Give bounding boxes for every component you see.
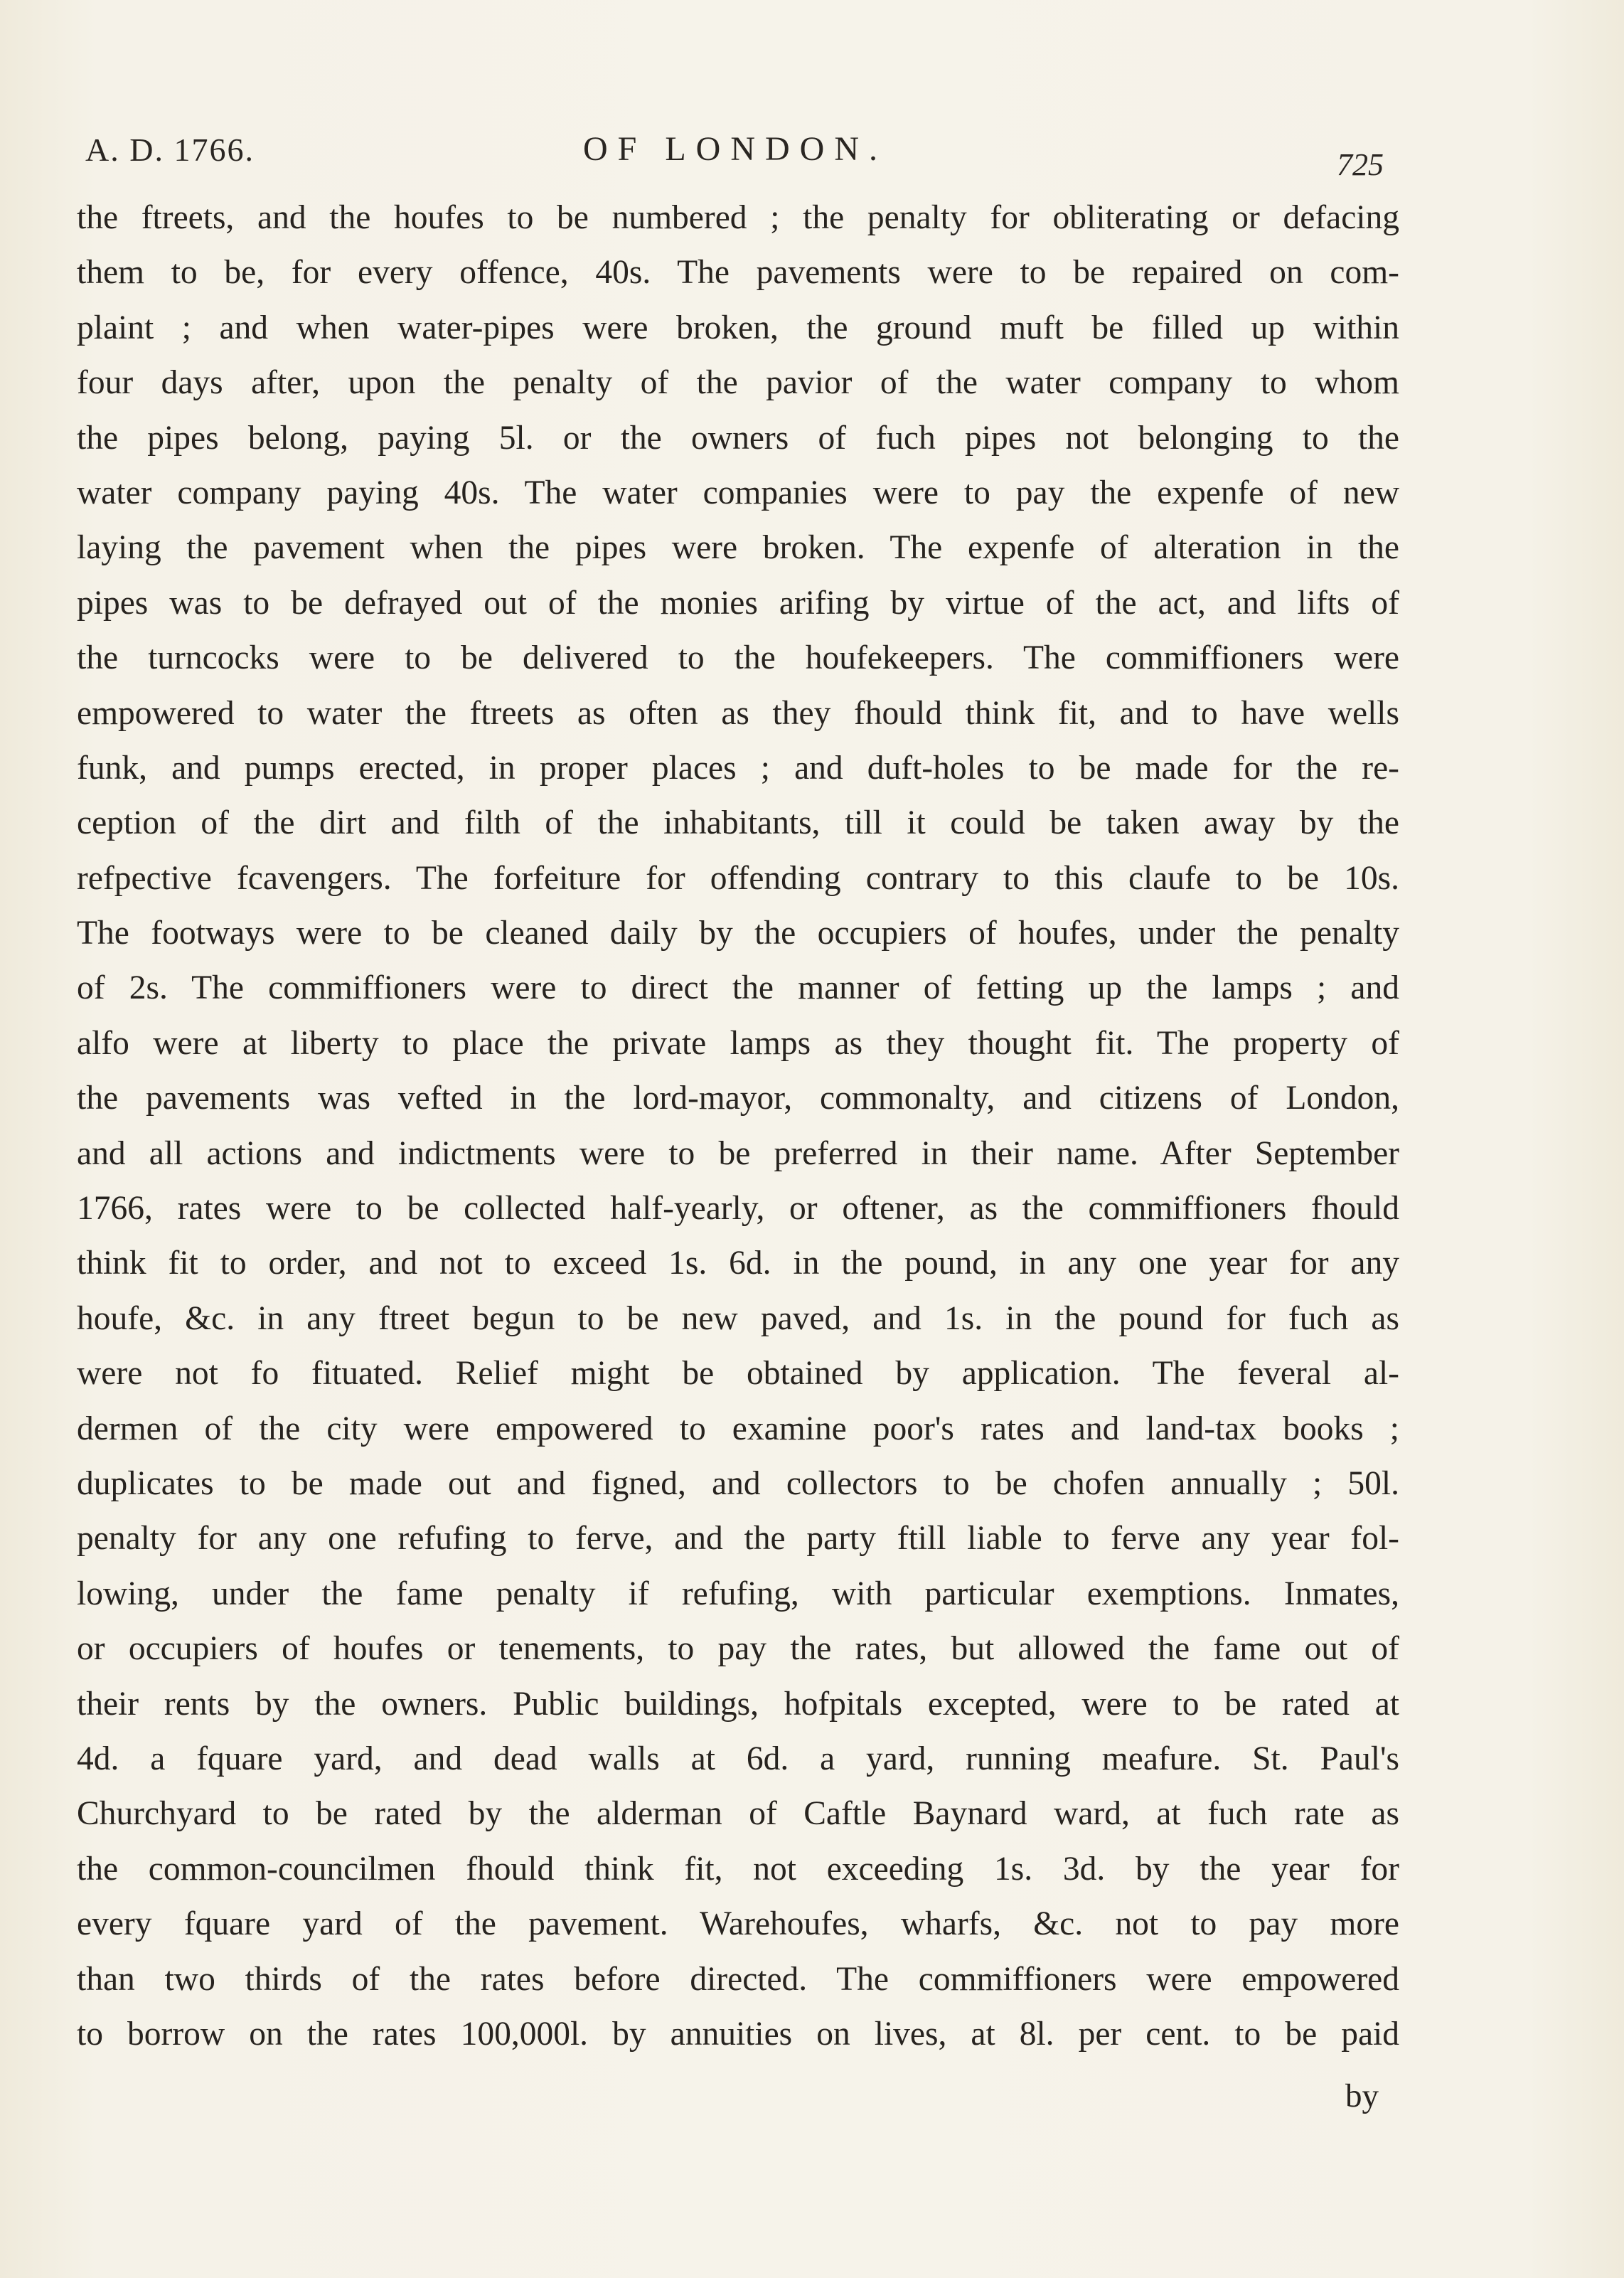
text-line: the ftreets, and the houfes to be numbered ; the penalty for obliterating or defacing <box>77 199 1399 236</box>
text-line: them to be, for every offence, 40s. The pavements were to be repaired on com- <box>77 254 1399 292</box>
text-line: of 2s. The commiffioners were to direct the manner of fetting up the lamps ; and <box>77 969 1399 1007</box>
text-line: pipes was to be defrayed out of the monies arifing by virtue of the act, and lifts of <box>77 584 1399 622</box>
text-line: 4d. a fquare yard, and dead walls at 6d. a yard, running meafure. St. Paul's <box>77 1740 1399 1777</box>
text-line: the pipes belong, paying 5l. or the owners of fuch pipes not belonging to the <box>77 419 1399 457</box>
text-line: the common-councilmen fhould think fit, not exceeding 1s. 3d. by the year for <box>77 1850 1399 1888</box>
text-line: were not fo fituated. Relief might be obtained by application. The feveral al- <box>77 1355 1399 1393</box>
text-line: or occupiers of houfes or tenements, to pay the rates, but allowed the fame out of <box>77 1630 1399 1668</box>
body-text <box>77 191 1399 2062</box>
text-line: lowing, under the fame penalty if refufing, with particular exemptions. Inmates, <box>77 1575 1399 1612</box>
running-header <box>0 122 1624 182</box>
text-line: the turncocks were to be delivered to the houfekeepers. The commiffioners were <box>77 639 1399 677</box>
text-line: and all actions and indictments were to be preferred in their name. After September <box>77 1134 1399 1172</box>
text-line: penalty for any one refufing to ferve, and the party ftill liable to ferve any year fol- <box>77 1520 1399 1558</box>
text-line: plaint ; and when water-pipes were broken, the ground muft be filled up within <box>77 309 1399 346</box>
text-line: Churchyard to be rated by the alderman of Caftle Baynard ward, at fuch rate as <box>77 1795 1399 1833</box>
text-line: duplicates to be made out and figned, and collectors to be chofen annually ; 50l. <box>77 1464 1399 1502</box>
text-line: water company paying 40s. The water companies were to pay the expenfe of new <box>77 474 1399 511</box>
text-line: empowered to water the ftreets as often as they fhould think fit, and to have wells <box>77 694 1399 732</box>
text-line: dermen of the city were empowered to examine poor's rates and land-tax books ; <box>77 1410 1399 1447</box>
text-line: funk, and pumps erected, in proper places ; and duft-holes to be made for the re- <box>77 749 1399 787</box>
text-line: 1766, rates were to be collected half-yearly, or oftener, as the commiffioners fhould <box>77 1190 1399 1228</box>
text-line: to borrow on the rates 100,000l. by annuities on lives, at 8l. per cent. to be paid <box>77 2015 1399 2053</box>
text-line: The footways were to be cleaned daily by the occupiers of houfes, under the penalty <box>77 915 1399 952</box>
page-number: 725 <box>1337 147 1384 182</box>
text-line: laying the pavement when the pipes were broken. The expenfe of alteration in the <box>77 529 1399 567</box>
text-line: their rents by the owners. Public buildings, hofpitals excepted, were to be rated at <box>77 1685 1399 1723</box>
header-title: OF LONDON. <box>583 130 887 168</box>
header-date: A. D. 1766. <box>85 132 255 168</box>
text-line: think fit to order, and not to exceed 1s. 6d. in the pound, in any one year for any <box>77 1245 1399 1282</box>
text-line: houfe, &c. in any ftreet begun to be new paved, and 1s. in the pound for fuch as <box>77 1299 1399 1337</box>
text-line: alfo were at liberty to place the private lamps as they thought fit. The property of <box>77 1024 1399 1062</box>
text-line: the pavements was vefted in the lord-mayor, commonalty, and citizens of London, <box>77 1080 1399 1117</box>
text-line: ception of the dirt and filth of the inhabitants, till it could be taken away by the <box>77 804 1399 842</box>
text-line: refpective fcavengers. The forfeiture for offending contrary to this claufe to be 10s. <box>77 859 1399 897</box>
text-line: than two thirds of the rates before directed. The commiffioners were empowered <box>77 1960 1399 1998</box>
catchword: by <box>1345 2077 1379 2114</box>
text-line: every fquare yard of the pavement. Warehoufes, wharfs, &c. not to pay more <box>77 1905 1399 1943</box>
text-line: four days after, upon the penalty of the pavior of the water company to whom <box>77 364 1399 402</box>
